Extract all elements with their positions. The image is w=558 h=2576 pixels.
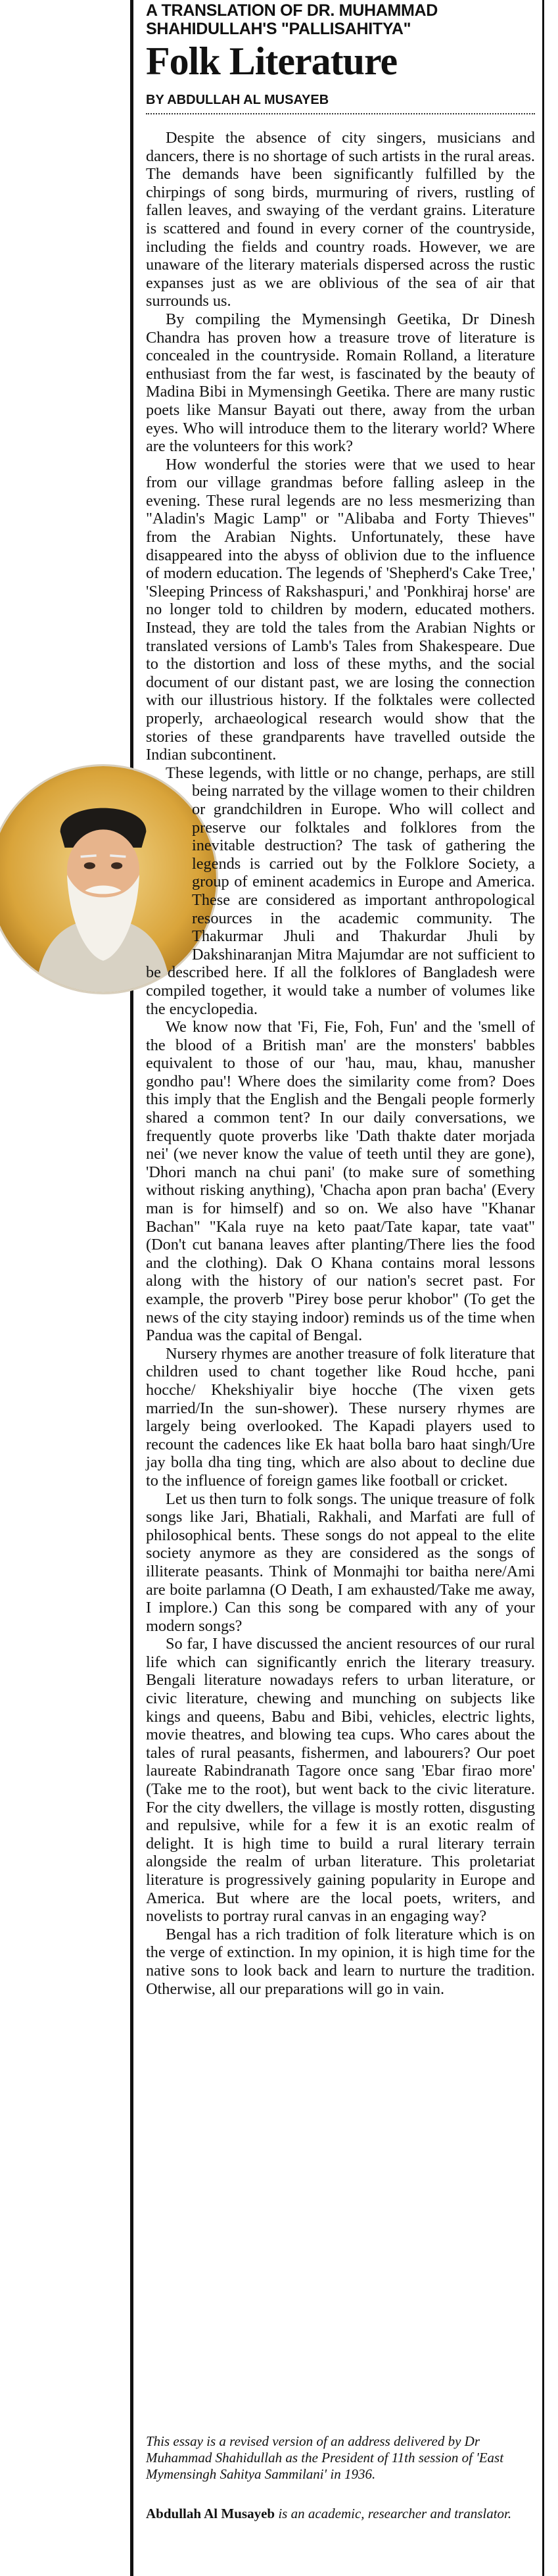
source-note: This essay is a revised version of an address delivered by Dr Muhammad Shahidullah as the President of 11th session of 'East Mymensingh Sahitya Sammilani' in 1936. — [146, 2433, 504, 2482]
paragraph-6: Nursery rhymes are another treasure of folk literature that children used to chant together like Roud hcche, pani hocche/ Khekshiyalir biye hocche (The vixen gets married/In the sun-shower). These nursery rhymes are largely being overlooked. The Kapadi players used to recount the cadences like Ek haat bolla baro haat singh/Ure jay bolla dha ting ting, which are also about to decline due to the influence of foreign games like football or cricket. — [146, 1344, 535, 1490]
byline: BY ABDULLAH AL MUSAYEB — [146, 93, 329, 107]
portrait-illustration — [0, 766, 216, 992]
bio-text: is an academic, researcher and translator. — [275, 2506, 512, 2521]
article-body — [146, 129, 535, 1998]
paragraph-1: Despite the absence of city singers, musicians and dancers, there is no shortage of such artists in the rural areas. The demands have been significantly fulfilled by the chirpings of song birds, murmuring of rivers, rustling of fallen leaves, and swaying of the verdant grains. Literature is scattered and found in every corner of the countryside, including the fields and country roads. However, we are unaware of the literary materials dispersed across the rustic expanses just as we are oblivious of the sea of air that surrounds us. — [146, 129, 535, 310]
paragraph-7: Let us then turn to folk songs. The unique treasure of folk songs like Jari, Bhatiali, Rakhali, and Marfati are full of philosophical bents. These songs do not appeal to the elite society anymore as they are considered as the songs of illiterate peasants. Think of Monmajhi tor baitha nere/Ami are boite parlamna (O Death, I am exhausted/Take me away, I implore.) Can this song be compared with any of your modern songs? — [146, 1490, 535, 1635]
kicker: A TRANSLATION OF DR. MUHAMMAD SHAHIDULLAH'S "PALLISAHITYA" — [146, 1, 438, 38]
article-title: Folk Literature — [146, 39, 398, 83]
paragraph-2: By compiling the Mymensingh Geetika, Dr Dinesh Chandra has proven how a treasure trove of literature is concealed in the countryside. Romain Rolland, a literature enthusiast from the far west, is fascinated by the beauty of Madina Bibi in Mymensingh Geetika. There are many rustic poets like Mansur Bayati out there, away from the urban eyes. Who will introduce them to the literary world? Where are the volunteers for this work? — [146, 310, 535, 456]
bio-name: Abdullah Al Musayeb — [146, 2506, 275, 2521]
paragraph-4: These legends, with little or no change, perhaps, are still being narrated by the village women to their children or grandchildren in Europe. Who will collect and preserve our folktales and folklores from the inevitable destruction? The task of gathering the legends is carried out by the Folklore Society, a group of eminent academics in Europe and America. These are considered as important anthropological resources in the academic community. The Thakurmar Jhuli and Thakurdar Jhuli by Dakshinaranjan Mitra Majumdar are not sufficient to be described here. If all the folklores of Bangladesh were compiled together, it would take a number of volumes like the encyclopedia. — [146, 764, 535, 1018]
paragraph-5: We know now that 'Fi, Fie, Foh, Fun' and the 'smell of the blood of a British man' are the monsters' babbles equivalent to those of our 'hau, mau, khau, manusher gondho pau'! Where does the similarity come from? Does this imply that the English and the Bengali people formerly shared a common tent? In our daily conversations, we frequently quote proverbs like 'Dath thakte dater morjada nei' (we never know the value of teeth until they are gone), 'Dhori manch na chui pani' (to make sure of something without risking anything), 'Chacha apon pran bacha' (Every man is for himself) and so on. We also have "Khanar Bachan" "Kala ruye na keto paat/Tate kapar, tate vaat" (Don't cut banana leaves after planting/There lies the food and the clothing). Dak O Khana contains moral lessons along with the history of our nation's secret past. For example, the proverb "Pirey bose perur khobor" (To get the news of the city staying indoor) reminds us of the time when Pandua was the capital of Bengal. — [146, 1018, 535, 1345]
left-column-rule — [130, 0, 133, 2576]
paragraph-8: So far, I have discussed the ancient resources of our rural life which can significantly enrich the literary treasury. Bengali literature nowadays refers to urban literature, or civic literature, chewing and munching on subjects like kings and queens, Babu and Bibi, vehicles, electric lights, movie theatres, and blowing tea cups. Who cares about the tales of rural peasants, fishermen, and labourers? Our poet laureate Rabindranath Tagore once sang 'Ebar firao more' (Take me to the root), but went back to the civic literature. For the city dwellers, the village is mostly rotten, disgusting and repulsive, while for a few it is an exotic realm of delight. It is high time to build a rural literary terrain alongside the realm of urban literature. This proletariat literature is progressively gaining popularity in Europe and America. But where are the local poets, writers, and novelists to portray rural canvas in an engaging way? — [146, 1635, 535, 1926]
author-bio — [146, 2506, 535, 2522]
right-column-rule — [542, 0, 544, 2576]
author-portrait — [0, 764, 218, 994]
paragraph-9: Bengal has a rich tradition of folk literature which is on the verge of extinction. In my opinion, it is high time for the native sons to look back and learn to nurture the tradition. Otherwise, all our preparations will go in vain. — [146, 1925, 535, 1998]
byline-divider — [146, 113, 535, 114]
article — [146, 0, 535, 2576]
paragraph-3: How wonderful the stories were that we used to hear from our village grandmas before falling asleep in the evening. These rural legends are no less mesmerizing than "Aladin's Magic Lamp" or "Alibaba and Forty Thieves" from the Arabian Nights. Unfortunately, these have disappeared into the abyss of oblivion due to the influence of modern education. The legends of 'Shepherd's Cake Tree,' 'Sleeping Princess of Rakshaspuri,' and 'Ponkhiraj horse' are no longer told to children by modern, educated mothers. Instead, they are told the tales from the Arabian Nights or translated versions of Lamb's Tales from Shakespeare. Due to the distortion and loss of these myths, and the social document of our distant past, we are losing the connection with our illustrious history. If the folktales were collected properly, archaeological research would show that the stories of these grandparents have travelled outside the Indian subcontinent. — [146, 455, 535, 764]
